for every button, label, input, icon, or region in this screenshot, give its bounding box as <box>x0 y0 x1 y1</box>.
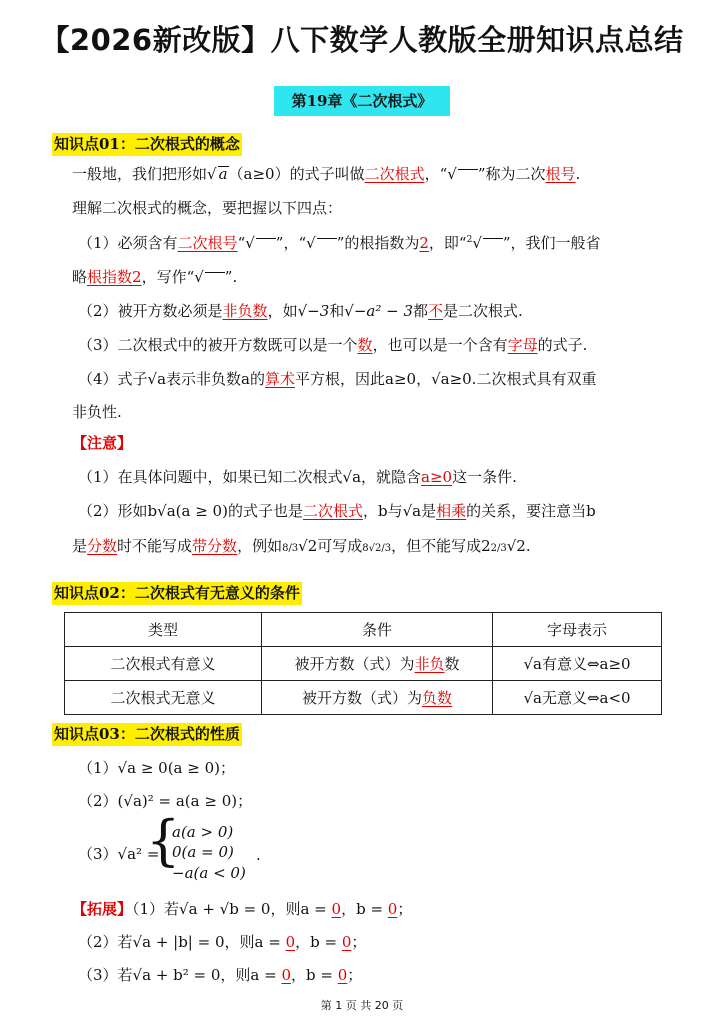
table-header: 字母表示 <box>493 613 662 647</box>
property-2: （2）(√a)² = a(a ≥ 0)； <box>78 792 253 810</box>
brace-icon: { <box>146 809 181 872</box>
kp1-line5: （2）被开方数必须是非负数，如√−3和√−a² − 3都不是二次根式. <box>78 302 523 320</box>
kp1-line7: （4）式子√a表示非负数a的算术平方根，因此a≥0，√a≥0.二次根式具有双重 <box>78 370 597 388</box>
note-label: 【注意】 <box>72 434 133 452</box>
case-positive: a(a > 0) <box>172 823 234 841</box>
kp1-line6: （3）二次根式中的被开方数既可以是一个数，也可以是一个含有字母的式子. <box>78 336 588 354</box>
kp1-line4: 略根指数2，写作“√ ”. <box>72 268 238 286</box>
table-header: 类型 <box>65 613 262 647</box>
kp1-line1: 一般地，我们把形如√ a（a≥0）的式子叫做二次根式，“√ ”称为二次根号. <box>72 165 581 183</box>
kp3-heading: 知识点03：二次根式的性质 <box>52 723 242 746</box>
case-zero: 0(a = 0) <box>172 843 234 861</box>
extension-line2: （2）若√a + |b| = 0，则a = 0，b = 0； <box>78 933 367 951</box>
table-cell: 被开方数（式）为非负数 <box>262 647 493 681</box>
note-line1: （1）在具体问题中，如果已知二次根式√a，就隐含a≥0这一条件. <box>78 468 517 486</box>
table-header-row <box>65 613 662 647</box>
page-title: 【2026新改版】八下数学人教版全册知识点总结 <box>40 23 684 57</box>
property-1: （1）√a ≥ 0(a ≥ 0)； <box>78 759 235 777</box>
chapter-heading: 第19章《二次根式》 <box>274 86 450 116</box>
note-line2: （2）形如b√a(a ≥ 0)的式子也是二次根式，b与√a是相乘的关系，要注意当b <box>78 502 596 520</box>
kp2-heading: 知识点02：二次根式有无意义的条件 <box>52 582 302 605</box>
table-row <box>65 681 662 715</box>
kp1-heading: 知识点01：二次根式的概念 <box>52 133 242 156</box>
kp1-line8: 非负性. <box>72 403 122 421</box>
table-cell: √a无意义⇔a<0 <box>493 681 662 715</box>
conditions-table <box>64 612 662 715</box>
extension-line1: 【拓展】（1）若√a + √b = 0，则a = 0，b = 0； <box>72 900 413 918</box>
table-cell: √a有意义⇔a≥0 <box>493 647 662 681</box>
table-row <box>65 647 662 681</box>
page-footer: 第 1 页 共 20 页 <box>320 999 404 1012</box>
table-cell: 二次根式有意义 <box>65 647 262 681</box>
table-cell: 被开方数（式）为负数 <box>262 681 493 715</box>
property-3-period: . <box>256 846 261 864</box>
extension-line3: （3）若√a + b² = 0，则a = 0，b = 0； <box>78 966 363 984</box>
table-header: 条件 <box>262 613 493 647</box>
kp1-line3: （1）必须含有二次根号“√ ”，“√ ”的根指数为2，即“$^2$√ ”，我们一般省 <box>78 234 601 252</box>
case-negative: −a(a < 0) <box>172 864 246 882</box>
kp1-line2: 理解二次根式的概念，要把握以下四点： <box>72 199 343 217</box>
table-cell: 二次根式无意义 <box>65 681 262 715</box>
note-line3: 是分数时不能写成带分数，例如8/3√2可写成8√2/3，但不能写成22/3√2. <box>72 537 531 555</box>
property-3-lhs: （3）√a² = <box>78 845 160 863</box>
